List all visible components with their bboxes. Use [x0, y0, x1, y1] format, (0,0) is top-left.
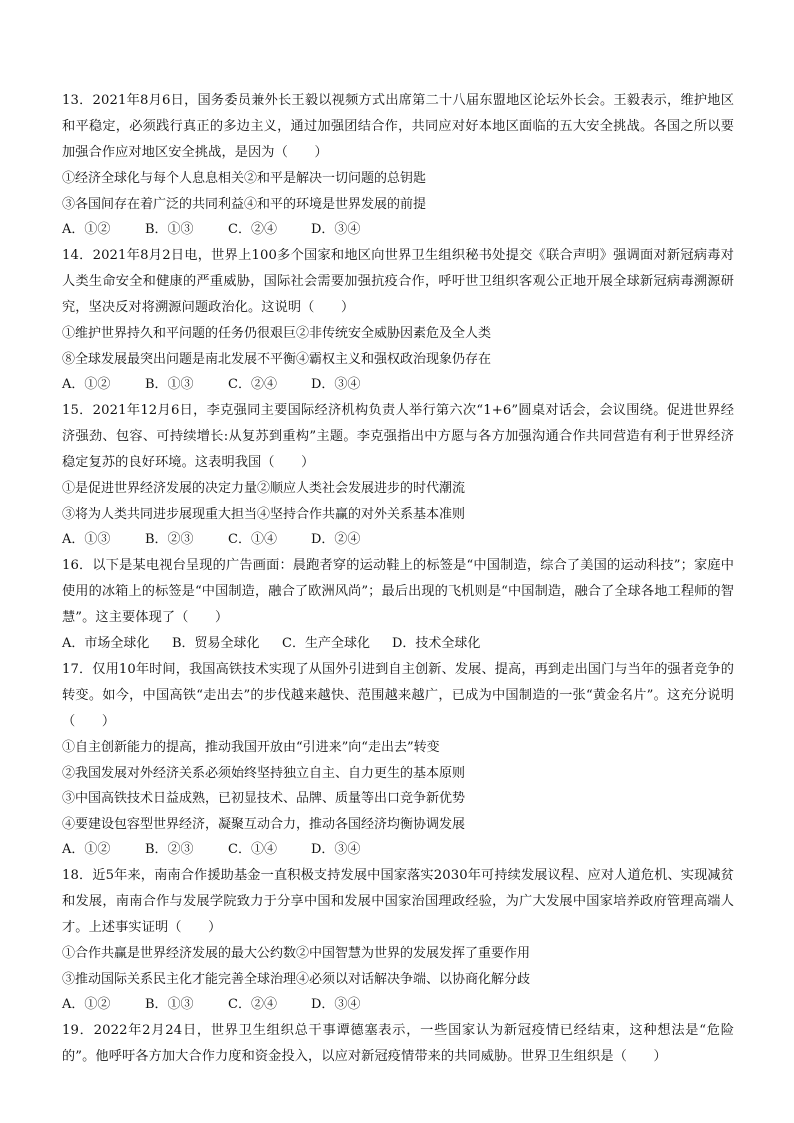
- choice-d: D．③④: [311, 842, 361, 857]
- choice-d: D．②④: [311, 532, 361, 547]
- choice-a: A．①③: [62, 532, 111, 547]
- statement-line: ①维护世界持久和平问题的任务仍很艰巨②非传统安全威胁因素危及全人类: [62, 326, 492, 341]
- statement-line: ①是促进世界经济发展的决定力量②顺应人类社会发展进步的时代潮流: [62, 481, 466, 496]
- choice-a: A．①②: [62, 222, 111, 237]
- statement-line: ①合作共赢是世界经济发展的最大公约数②中国智慧为世界的发展发挥了重要作用: [62, 946, 531, 961]
- question-stem: 18．近5年来，南南合作援助基金一直积极支持发展中国家落实2030年可持续发展议程、应对人道危机、实现减贫和发展，南南合作与发展学院致力于分享中国和发展中国家治国理政经验，为广大发展中国家培养政府管理高端人才。上述事实证明（ ）: [62, 868, 734, 935]
- statement-line: ①自主创新能力的提高，推动我国开放由“引进来”向“走出去”转变: [62, 740, 440, 755]
- question-13: [62, 88, 734, 243]
- statement-line: ④要建设包容型世界经济，凝聚互动合力，推动各国经济均衡协调发展: [62, 816, 466, 832]
- question-16: [62, 553, 734, 657]
- question-stem: 14．2021年8月2日电，世界上100多个国家和地区向世界卫生组织秘书处提交《联合声明》强调面对新冠病毒对人类生命安全和健康的严重威胁，国际社会需要加强抗疫合作，呼吁世卫组织客观公正地开展全球新冠病毒溯源研究，坚决反对将溯源问题政治化。这说明（ ）: [62, 248, 734, 315]
- choice-c: C．②④: [228, 222, 277, 237]
- choice-d: D．③④: [311, 377, 361, 392]
- question-15: [62, 398, 734, 553]
- answer-choices: [62, 527, 734, 553]
- choice-c: C．②④: [228, 377, 277, 392]
- choice-c: C．②④: [228, 997, 277, 1012]
- answer-choices: [62, 992, 734, 1018]
- choice-b: B．贸易全球化: [172, 636, 260, 651]
- choice-a: A．①②: [62, 997, 111, 1012]
- choice-b: B．②③: [145, 842, 194, 857]
- choice-a: A．①②: [62, 377, 111, 392]
- question-18: [62, 863, 734, 1018]
- choice-b: B．①③: [145, 377, 194, 392]
- choice-b: B．①③: [145, 997, 194, 1012]
- statement-line: ②我国发展对外经济关系必须始终坚持独立自主、自力更生的基本原则: [62, 765, 466, 781]
- choice-c: C．①④: [228, 532, 277, 547]
- choice-b: B．②③: [145, 532, 194, 547]
- question-stem: 13．2021年8月6日，国务委员兼外长王毅以视频方式出席第二十八届东盟地区论坛外长会。王毅表示，维护地区和平稳定，必须践行真正的多边主义，通过加强团结合作，共同应对好本地区面临的五大安全挑战。各国之所以要加强合作应对地区安全挑战，是因为（ ）: [62, 93, 734, 160]
- choice-d: D．③④: [311, 222, 361, 237]
- question-stem: 16．以下是某电视台呈现的广告画面：晨跑者穿的运动鞋上的标签是“中国制造，综合了美国的运动科技”；家庭中使用的冰箱上的标签是“中国制造，融合了欧洲风尚”；最后出现的飞机则是“中国制造，融合了全球各地工程师的智慧”。这主要体现了（ ）: [62, 558, 734, 625]
- statement-line: ③将为人类共同进步展现重大担当④坚持合作共赢的对外关系基本准则: [62, 506, 466, 522]
- statement-line: ③推动国际关系民主化才能完善全球治理④必须以对话解决争端、以协商化解分歧: [62, 971, 531, 987]
- choice-c: C．①④: [228, 842, 277, 857]
- question-14: [62, 243, 734, 398]
- choice-a: A．①②: [62, 842, 111, 857]
- exam-page: [62, 88, 734, 1070]
- choice-a: A．市场全球化: [62, 636, 150, 651]
- choice-d: D．技术全球化: [392, 636, 481, 651]
- answer-choices: [62, 837, 734, 863]
- statement-line: ⑧全球发展最突出问题是南北发展不平衡④霸权主义和强权政治现象仍存在: [62, 351, 492, 367]
- answer-choices: [62, 631, 734, 657]
- choice-b: B．①③: [145, 222, 194, 237]
- statement-line: ③各国间存在着广泛的共同利益④和平的环境是世界发展的前提: [62, 196, 427, 212]
- statement-line: ③中国高铁技术日益成熟，已初显技术、品牌、质量等出口竞争新优势: [62, 791, 466, 806]
- choice-d: D．③④: [311, 997, 361, 1012]
- question-19: [62, 1018, 734, 1070]
- question-stem: 15．2021年12月6日，李克强同主要国际经济机构负责人举行第六次“1+6”圆桌对话会，会议围绕。促进世界经济强劲、包容、可持续增长:从复苏到重构”主题。李克强指出中方愿与各方加强沟通合作共同营造有利于世界经济稳定复苏的良好环境。这表明我国（ ）: [62, 403, 734, 470]
- statement-line: ①经济全球化与每个人息息相关②和平是解决一切问题的总钥匙: [62, 171, 427, 186]
- choice-c: C．生产全球化: [282, 636, 370, 651]
- answer-choices: [62, 372, 734, 398]
- answer-choices: [62, 217, 734, 243]
- question-stem: 17．仅用10年时间，我国高铁技术实现了从国外引进到自主创新、发展、提高，再到走出国门与当年的强者竞争的转变。如今，中国高铁“走出去”的步伐越来越快、范围越来越广，已成为中国制造的一张“黄金名片”。这充分说明（ ）: [62, 662, 734, 729]
- question-stem: 19．2022年2月24日，世界卫生组织总干事谭德塞表示，一些国家认为新冠疫情已经结束，这种想法是“危险的”。他呼吁各方加大合作力度和资金投入，以应对新冠疫情带来的共同威胁。世界卫生组织是（ ）: [62, 1023, 734, 1064]
- question-17: [62, 657, 734, 863]
